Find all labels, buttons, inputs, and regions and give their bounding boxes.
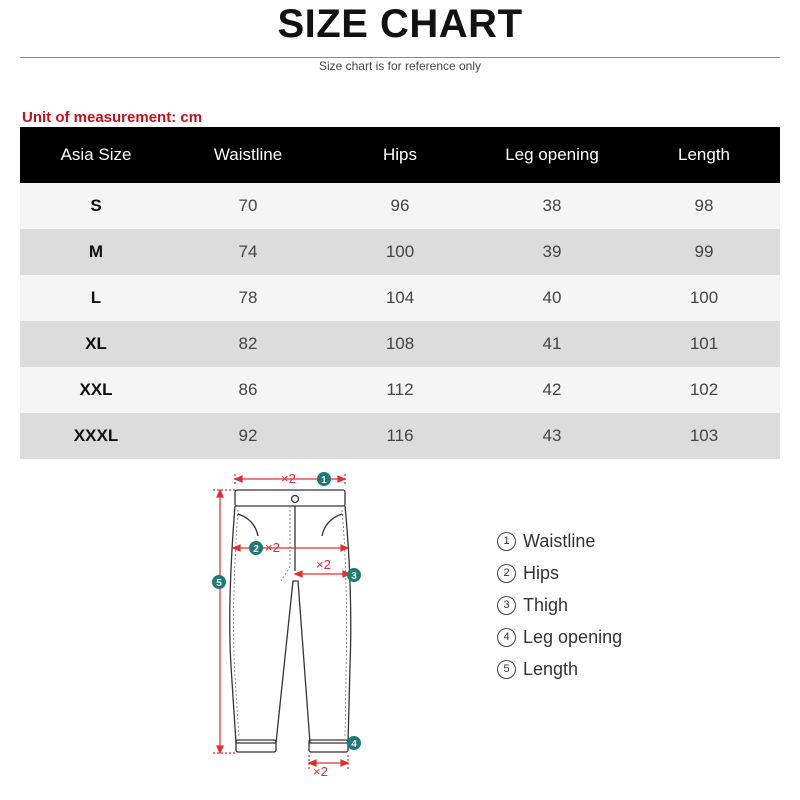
table-row [20, 275, 780, 321]
length-cell: 102 [628, 367, 780, 413]
legend-number: 2 [497, 564, 516, 583]
pants-outline [230, 490, 351, 752]
unit-label: Unit of measurement: cm [22, 109, 203, 126]
legend-label: Leg opening [523, 627, 623, 647]
length-cell: 98 [628, 183, 780, 229]
leg-opening-cell: 43 [476, 413, 628, 459]
legend-item [497, 621, 622, 653]
column-header: Hips [324, 127, 476, 183]
legend-label: Hips [523, 563, 560, 583]
legend-item [497, 557, 622, 589]
leg-opening-multiplier: ×2 [313, 764, 328, 779]
length-cell: 103 [628, 413, 780, 459]
leg-opening-cell: 41 [476, 321, 628, 367]
column-header: Length [628, 127, 780, 183]
waistline-cell: 70 [172, 183, 324, 229]
length-cell: 99 [628, 229, 780, 275]
length-cell: 101 [628, 321, 780, 367]
leg-opening-cell: 40 [476, 275, 628, 321]
legend-label: Thigh [523, 595, 569, 615]
waistline-cell: 82 [172, 321, 324, 367]
waistline-cell: 78 [172, 275, 324, 321]
table-row [20, 367, 780, 413]
hips-multiplier: ×2 [265, 540, 280, 555]
size-cell: M [20, 229, 172, 275]
table-row [20, 183, 780, 229]
waistline-cell: 92 [172, 413, 324, 459]
pants-diagram [198, 466, 378, 786]
marker-5-label: 5 [216, 578, 222, 589]
table-row [20, 229, 780, 275]
page-title: SIZE CHART [277, 2, 523, 46]
hips-cell: 108 [324, 321, 476, 367]
column-header: Asia Size [20, 127, 172, 183]
waistline-cell: 74 [172, 229, 324, 275]
legend-number: 5 [497, 660, 516, 679]
size-cell: XL [20, 321, 172, 367]
legend-number: 4 [497, 628, 516, 647]
marker-1-label: 1 [321, 475, 327, 486]
column-header: Waistline [172, 127, 324, 183]
leg-opening-cell: 39 [476, 229, 628, 275]
size-table [20, 127, 780, 459]
legend-item [497, 525, 622, 557]
size-cell: XXL [20, 367, 172, 413]
pants-stitching [234, 506, 347, 738]
measurement-legend [497, 525, 622, 685]
size-cell: XXXL [20, 413, 172, 459]
hips-cell: 96 [324, 183, 476, 229]
length-cell: 100 [628, 275, 780, 321]
hips-cell: 100 [324, 229, 476, 275]
hips-cell: 116 [324, 413, 476, 459]
subtitle: Size chart is for reference only [318, 59, 482, 73]
table-row [20, 321, 780, 367]
size-cell: S [20, 183, 172, 229]
hips-cell: 104 [324, 275, 476, 321]
table-header-row [20, 127, 780, 183]
leg-opening-cell: 42 [476, 367, 628, 413]
marker-2-label: 2 [253, 544, 259, 555]
hips-cell: 112 [324, 367, 476, 413]
waistline-cell: 86 [172, 367, 324, 413]
legend-item [497, 653, 622, 685]
legend-number: 1 [497, 532, 516, 551]
legend-label: Waistline [523, 531, 596, 551]
title-divider [20, 57, 780, 58]
marker-3-label: 3 [351, 571, 357, 582]
legend-label: Length [523, 659, 579, 679]
waistline-multiplier: ×2 [281, 471, 296, 486]
leg-opening-cell: 38 [476, 183, 628, 229]
column-header: Leg opening [476, 127, 628, 183]
legend-number: 3 [497, 596, 516, 615]
size-cell: L [20, 275, 172, 321]
table-row [20, 413, 780, 459]
legend-item [497, 589, 622, 621]
marker-4-label: 4 [351, 739, 357, 750]
thigh-multiplier: ×2 [316, 557, 331, 572]
